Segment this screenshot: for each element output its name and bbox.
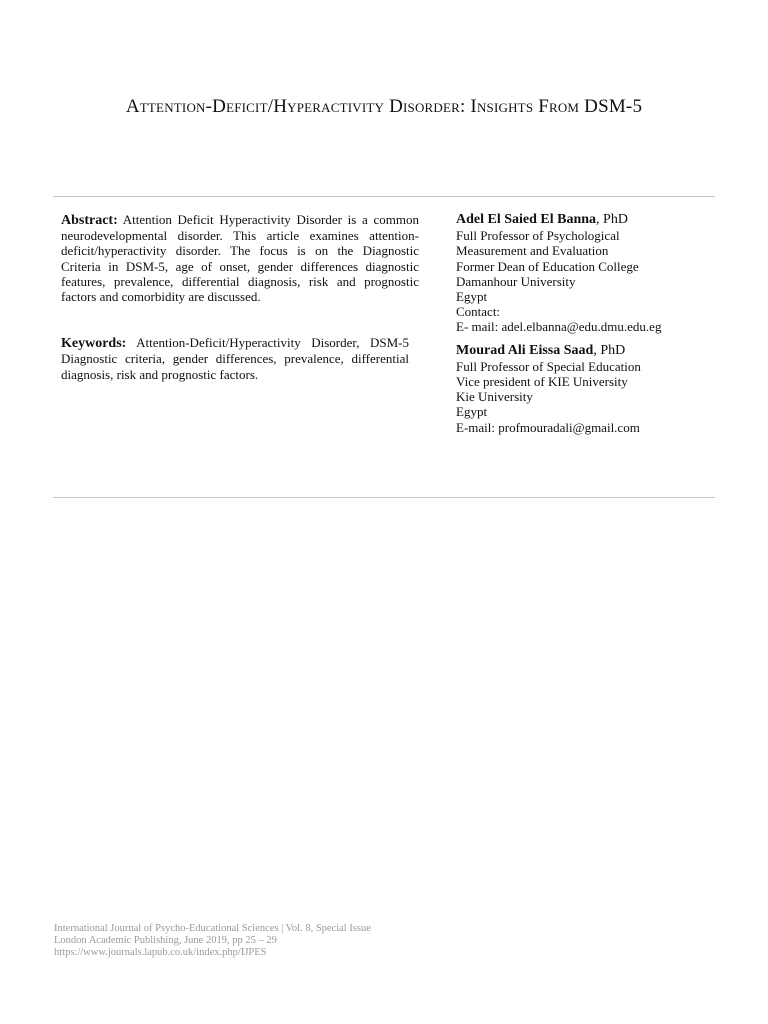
abstract-column (61, 212, 419, 382)
journal-citation: International Journal of Psycho-Educational Sciences | Vol. 8, Special Issue (54, 923, 371, 934)
author-email: E- mail: adel.elbanna@edu.dmu.edu.eg (456, 319, 662, 335)
keywords-text: Attention-Deficit/Hyperactivity Disorder, DSM-5 Diagnostic criteria, gender differences, prevalence, differential diagnosis, risk and prognostic factors. (61, 335, 409, 382)
journal-footer (54, 923, 474, 960)
author-affiliation-line: Full Professor of Special Education (456, 358, 641, 374)
author-block (456, 343, 716, 435)
author-name: Adel El Saied El Banna (456, 212, 597, 227)
publisher-line: London Academic Publishing, June 2019, pp 25 – 29 (54, 935, 277, 947)
author-email: E-mail: profmouradali@gmail.com (456, 419, 640, 435)
author-country: Egypt (456, 289, 488, 305)
author-name: Mourad Ali Eissa Saad (456, 342, 594, 358)
author-affiliation-line: Kie University (456, 389, 533, 405)
author-block (456, 212, 716, 335)
keywords-label: Keywords: (61, 336, 127, 352)
journal-url: https://www.journals.lapub.co.uk/index.php/IJPES (54, 947, 267, 959)
author-affiliation-line: Former Dean of Education College (456, 258, 639, 274)
bottom-divider (53, 497, 715, 498)
author-affiliation-line: Damanhour University (456, 273, 576, 289)
author-country: Egypt (456, 404, 488, 420)
abstract-text: Attention Deficit Hyperactivity Disorder is a common neurodevelopmental disorder. This article examines attention-deficit/hyperactivity disorder. The focus is on the Diagnostic Criteria in DSM-5, age of onset, gender differences diagnostic features, prevalence, differential diagnosis, risk and prognostic factors and comorbidity are discussed. (61, 212, 419, 305)
author-contact-label: Contact: (456, 304, 501, 320)
top-divider (53, 196, 715, 197)
abstract-section (61, 212, 419, 304)
authors-column (456, 212, 716, 435)
author-affiliation-line: Measurement and Evaluation (456, 243, 609, 259)
author-degree: , PhD (593, 342, 626, 358)
keywords-section (61, 335, 409, 382)
author-affiliation-line: Full Professor of Psychological (456, 228, 620, 244)
abstract-label: Abstract: (61, 213, 118, 228)
paper-title: Attention-Deficit/Hyperactivity Disorder: Insights From DSM-5 (125, 96, 643, 117)
author-degree: , PhD (596, 212, 628, 227)
author-affiliation-line: Vice president of KIE University (456, 374, 628, 390)
